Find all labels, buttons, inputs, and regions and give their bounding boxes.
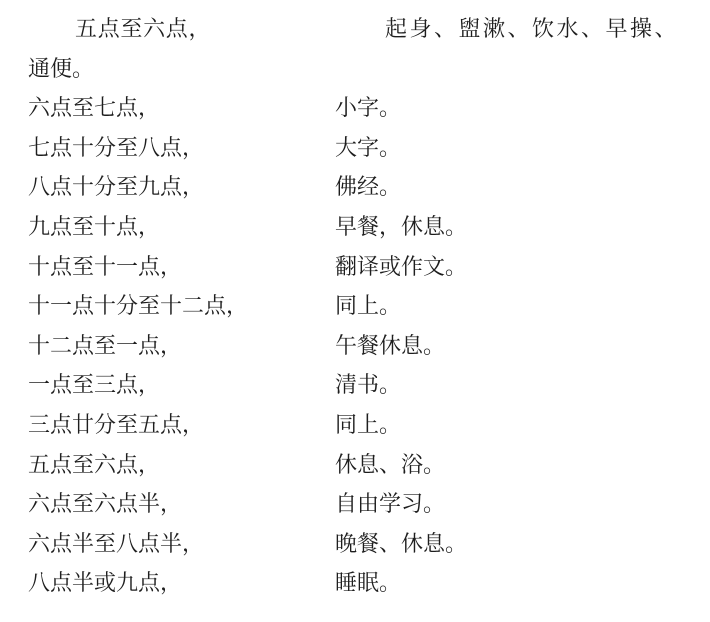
schedule-entry [0, 88, 710, 128]
schedule-entry-first-wrap [0, 49, 710, 89]
entry-time: 十二点至一点， [28, 332, 183, 358]
entry-time: 八点半或九点， [28, 570, 183, 596]
entry-activity: 自由学习。 [335, 491, 446, 517]
entry-activity: 小字。 [335, 95, 402, 121]
entry-time: 五点至六点， [28, 451, 161, 477]
entry-time: 八点十分至九点， [28, 174, 205, 200]
entry-time: 九点至十点， [28, 213, 161, 239]
entry-activity: 大字。 [335, 134, 402, 160]
entry-activity: 同上。 [335, 411, 402, 437]
entry-time: 十点至十一点， [28, 253, 183, 279]
entry-activity-continued: 通便。 [28, 55, 95, 81]
schedule-entry [0, 286, 710, 326]
schedule-entry [0, 563, 710, 603]
schedule-entry [0, 326, 710, 366]
schedule-entry [0, 207, 710, 247]
entry-time: 一点至三点， [28, 372, 161, 398]
entry-activity: 佛经。 [335, 174, 402, 200]
entry-time: 五点至六点， [75, 16, 212, 41]
schedule-entry [0, 365, 710, 405]
entry-activity: 同上。 [335, 293, 402, 319]
schedule-entry [0, 247, 710, 287]
entry-activity: 起身、盥漱、饮水、早操、 [385, 16, 680, 41]
schedule-entry [0, 524, 710, 564]
schedule-entry [0, 484, 710, 524]
entry-time: 六点至七点， [28, 95, 161, 121]
schedule-entry-first-line [0, 9, 710, 49]
schedule [0, 9, 710, 603]
schedule-entry [0, 128, 710, 168]
entry-activity: 休息、浴。 [335, 451, 446, 477]
schedule-entry [0, 167, 710, 207]
entry-time: 十一点十分至十二点， [28, 293, 249, 319]
entry-activity: 翻译或作文。 [335, 253, 468, 279]
schedule-entry [0, 405, 710, 445]
entry-time: 六点至六点半， [28, 491, 183, 517]
schedule-entry [0, 445, 710, 485]
entry-time: 七点十分至八点， [28, 134, 205, 160]
entry-activity: 清书。 [335, 372, 402, 398]
entry-activity: 晚餐、休息。 [335, 530, 468, 556]
entry-activity: 睡眠。 [335, 570, 402, 596]
entry-time: 六点半至八点半， [28, 530, 205, 556]
entry-activity: 早餐，休息。 [335, 213, 468, 239]
entry-time: 三点廿分至五点， [28, 411, 205, 437]
entry-activity: 午餐休息。 [335, 332, 446, 358]
